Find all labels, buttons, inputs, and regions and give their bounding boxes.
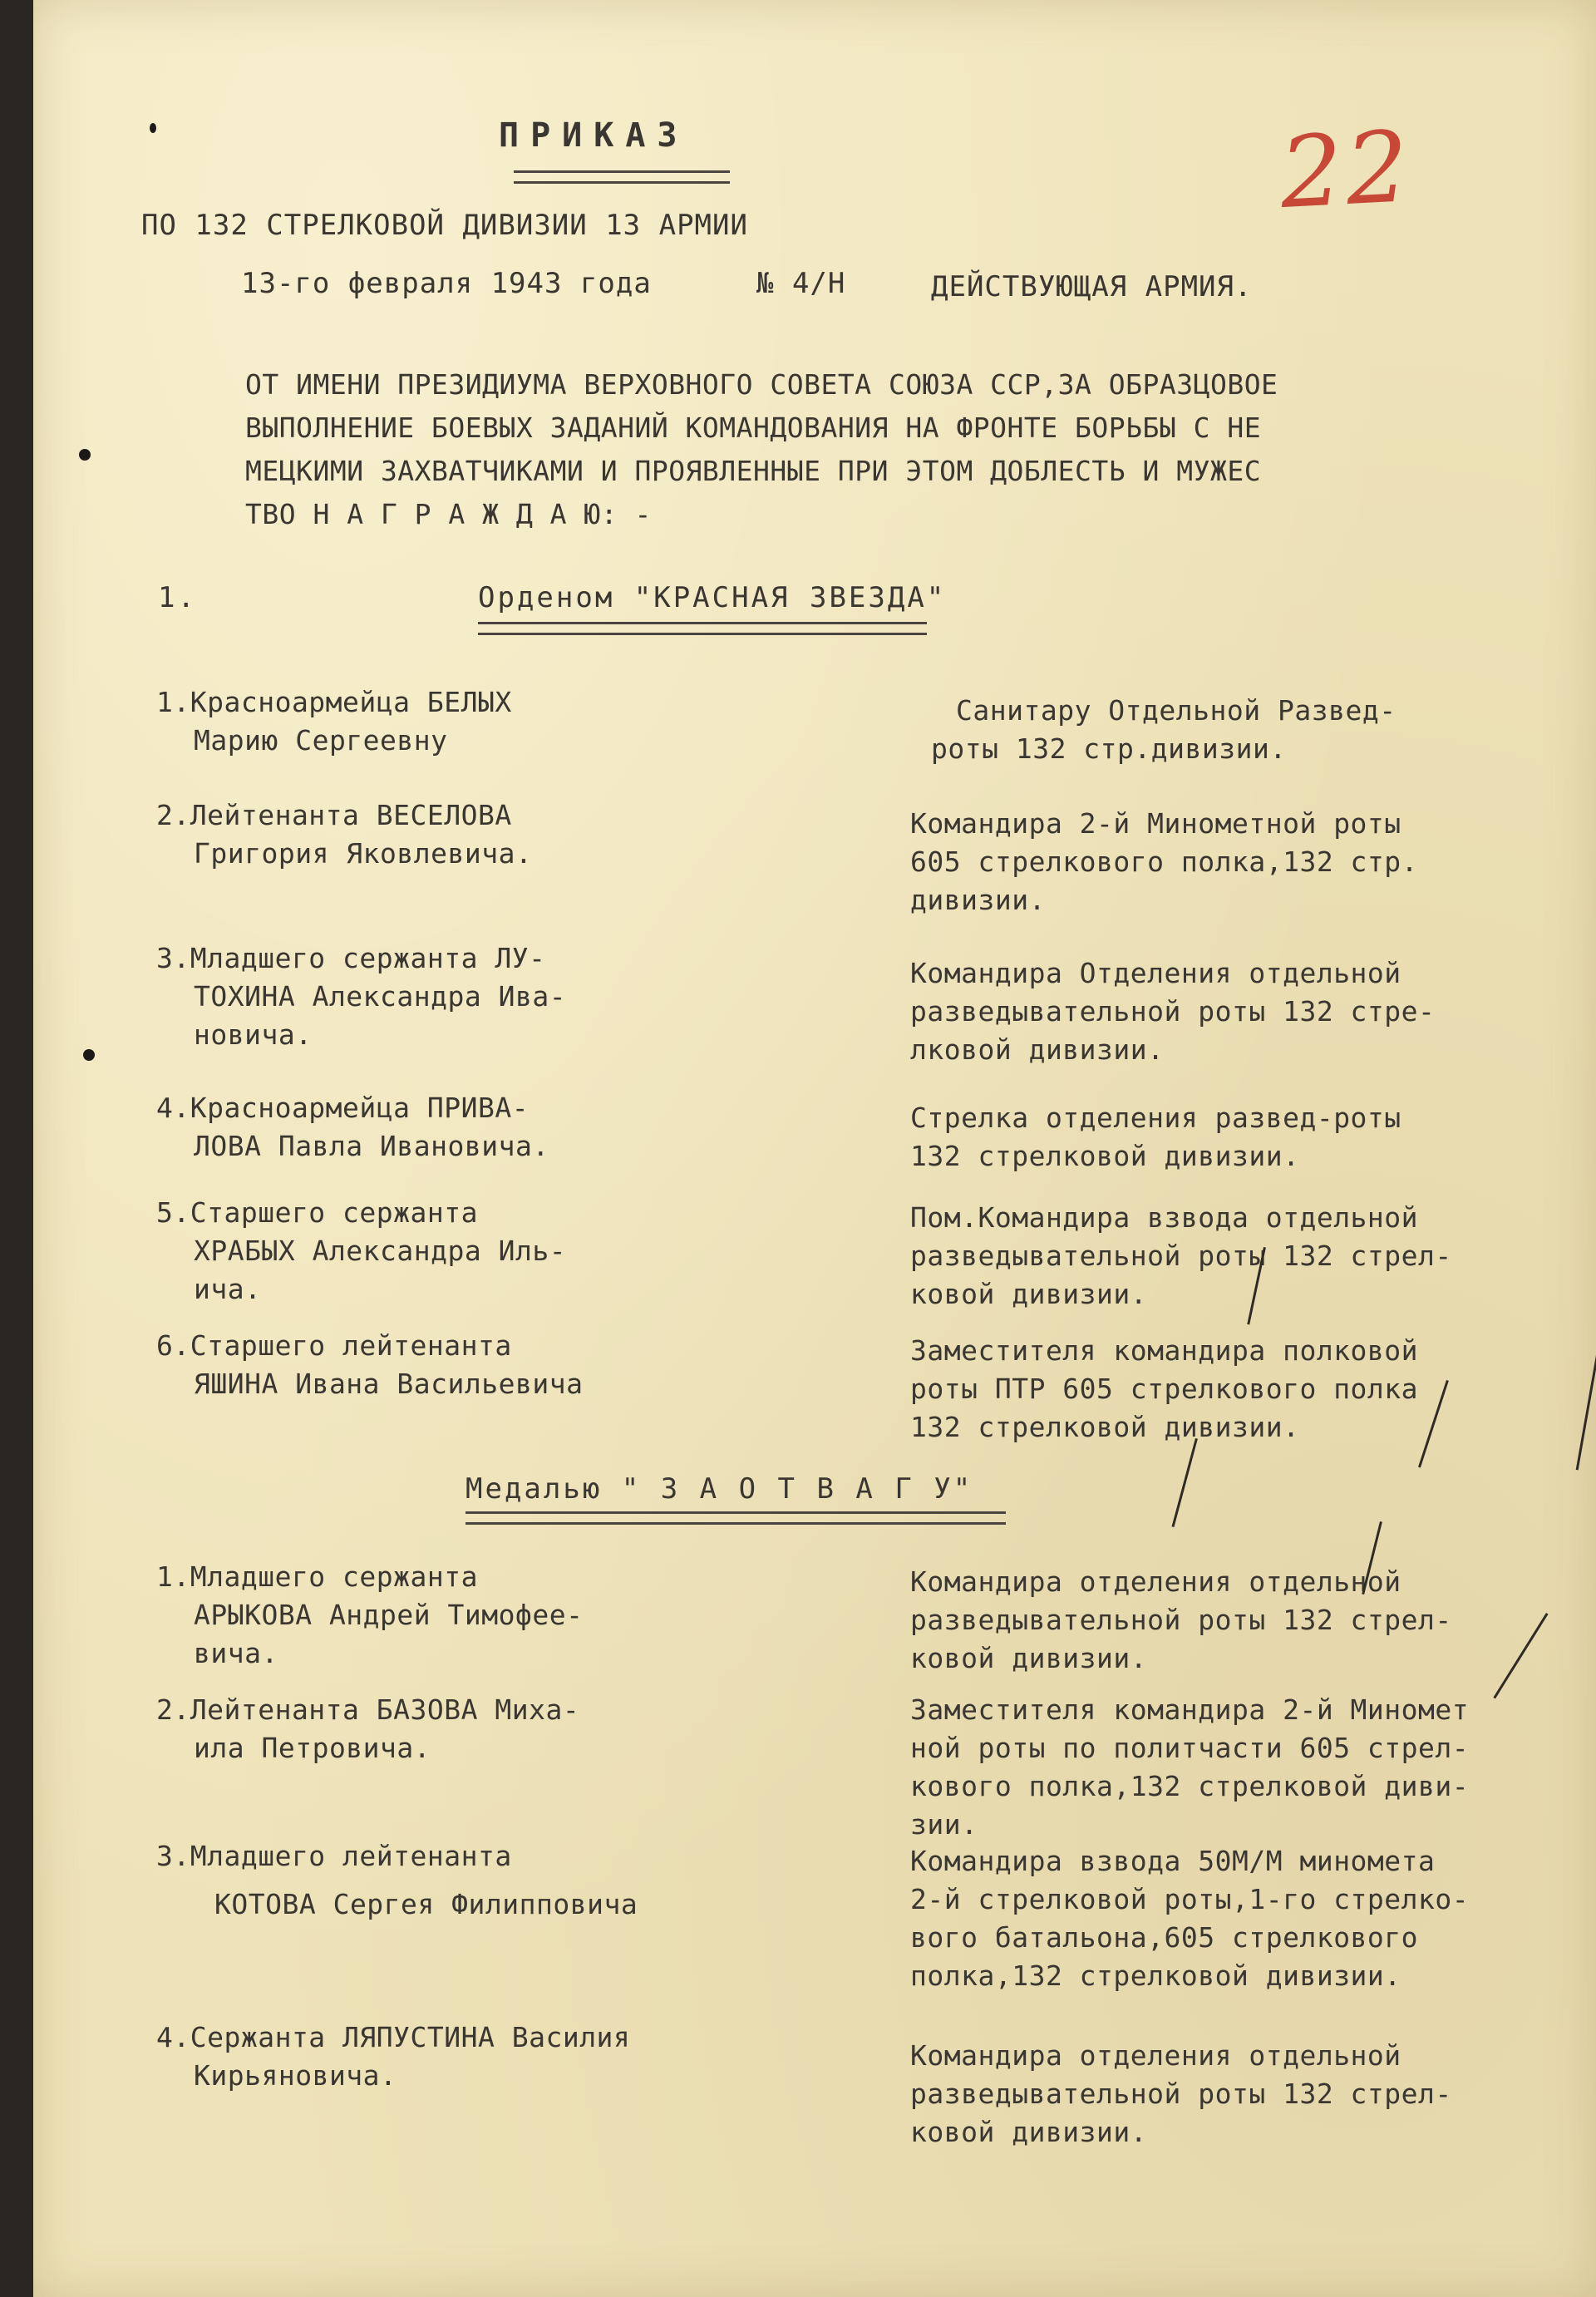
section1-item-3-name: 3.Младшего сержанта ЛУ- ТОХИНА Александра Ива- новича. — [156, 942, 567, 1051]
preamble-line-2: ВЫПОЛНЕНИЕ БОЕВЫХ ЗАДАНИЙ КОМАНДОВАНИЯ НА ФРОНТЕ БОРЬБЫ С НЕ — [245, 412, 1262, 444]
section1-item-6-name: 6.Старшего лейтенанта ЯШИНА Ивана Васильевича — [156, 1329, 584, 1400]
section2-underline — [466, 1511, 1006, 1525]
division-line: ПО 132 СТРЕЛКОВОЙ ДИВИЗИИ 13 АРМИИ — [141, 209, 748, 242]
margin-spot — [83, 1049, 95, 1061]
section1-item-3-position: Командира Отделения отдельной разведывательной роты 132 стре- лковой дивизии. — [910, 957, 1436, 1066]
preamble-line-3: МЕЦКИМИ ЗАХВАТЧИКАМИ И ПРОЯВЛЕННЫЕ ПРИ ЭТОМ ДОБЛЕСТЬ И МУЖЕС — [245, 455, 1262, 487]
section2-item-4-position: Командира отделения отдельной разведывательной роты 132 стрел- ковой дивизии. — [910, 2039, 1452, 2148]
section1-title: Орденом "КРАСНАЯ ЗВЕЗДА" — [478, 581, 947, 614]
section2-item-1-position: Командира отделения отдельной разведывательной роты 132 стрел- ковой дивизии. — [910, 1565, 1452, 1674]
section2-item-2-name: 2.Лейтенанта БАЗОВА Миха- ила Петровича. — [156, 1693, 580, 1764]
pencil-check-mark — [1493, 1613, 1548, 1698]
section1-item-5-name: 5.Старшего сержанта ХРАБЫХ Александра Иль- ича. — [156, 1196, 567, 1305]
margin-spot — [79, 449, 91, 461]
title-underline — [514, 170, 730, 184]
section2-item-1-name: 1.Младшего сержанта АРЫКОВА Андрей Тимофее- вича. — [156, 1560, 584, 1669]
section1-item-4-position: Стрелка отделения развед-роты 132 стрелковой дивизии. — [910, 1102, 1401, 1172]
section1-item-6-position: Заместителя командира полковой роты ПТР 605 стрелкового полка 132 стрелковой дивизии. — [910, 1334, 1419, 1443]
section2-title: Медалью " З А О Т В А Г У" — [466, 1472, 973, 1506]
pencil-check-mark — [1418, 1380, 1449, 1468]
section1-item-1-name: 1.Красноармейца БЕЛЫХ Марию Сергеевну — [156, 686, 512, 757]
section1-item-5-position: Пом.Командира взвода отдельной разведывательной роты 132 стрел- ковой дивизии. — [910, 1201, 1452, 1310]
section2-item-3-name: 3.Младшего лейтенанта КОТОВА Сергея Филипповича — [156, 1840, 638, 1920]
army-line: ДЕЙСТВУЮЩАЯ АРМИЯ. — [931, 270, 1253, 303]
section1-item-2-name: 2.Лейтенанта ВЕСЕЛОВА Григория Яковлевича. — [156, 799, 533, 870]
section2-item-3-position: Командира взвода 50М/М миномета 2-й стрелковой роты,1-го стрелко- вого батальона,605 стрелкового полка,132 стрелковой дивизии. — [910, 1845, 1470, 1992]
document-page — [33, 0, 1596, 2297]
pencil-check-mark — [1172, 1438, 1198, 1527]
section1-item-2-position: Командира 2-й Минометной роты 605 стрелкового полка,132 стр. дивизии. — [910, 807, 1419, 916]
document-title: ПРИКАЗ — [499, 116, 689, 155]
preamble-line-4: ТВО Н А Г Р А Ж Д А Ю: - — [245, 498, 652, 530]
section2-item-2-position: Заместителя командира 2-й Миномет ной роты по политчасти 605 стрел- кового полка,132 стрелковой диви- зии. — [910, 1693, 1470, 1841]
page-number-mark: 22 — [1277, 108, 1415, 231]
order-date: 13-го февраля 1943 года — [241, 267, 652, 300]
pencil-check-mark — [1576, 1355, 1596, 1470]
section1-item-4-name: 4.Красноармейца ПРИВА- ЛОВА Павла Ивановича. — [156, 1092, 549, 1162]
section1-underline — [478, 622, 927, 635]
section2-item-4-name: 4.Сержанта ЛЯПУСТИНА Василия Кирьяновича. — [156, 2021, 631, 2092]
order-number: № 4/Н — [756, 267, 846, 300]
margin-spot — [150, 123, 156, 133]
section1-item-1-position: Санитару Отдельной Развед- роты 132 стр.дивизии. — [931, 694, 1396, 765]
preamble-line-1: ОТ ИМЕНИ ПРЕЗИДИУМА ВЕРХОВНОГО СОВЕТА СОЮЗА ССР,ЗА ОБРАЗЦОВОЕ — [245, 368, 1278, 401]
section1-number: 1. — [158, 581, 197, 614]
